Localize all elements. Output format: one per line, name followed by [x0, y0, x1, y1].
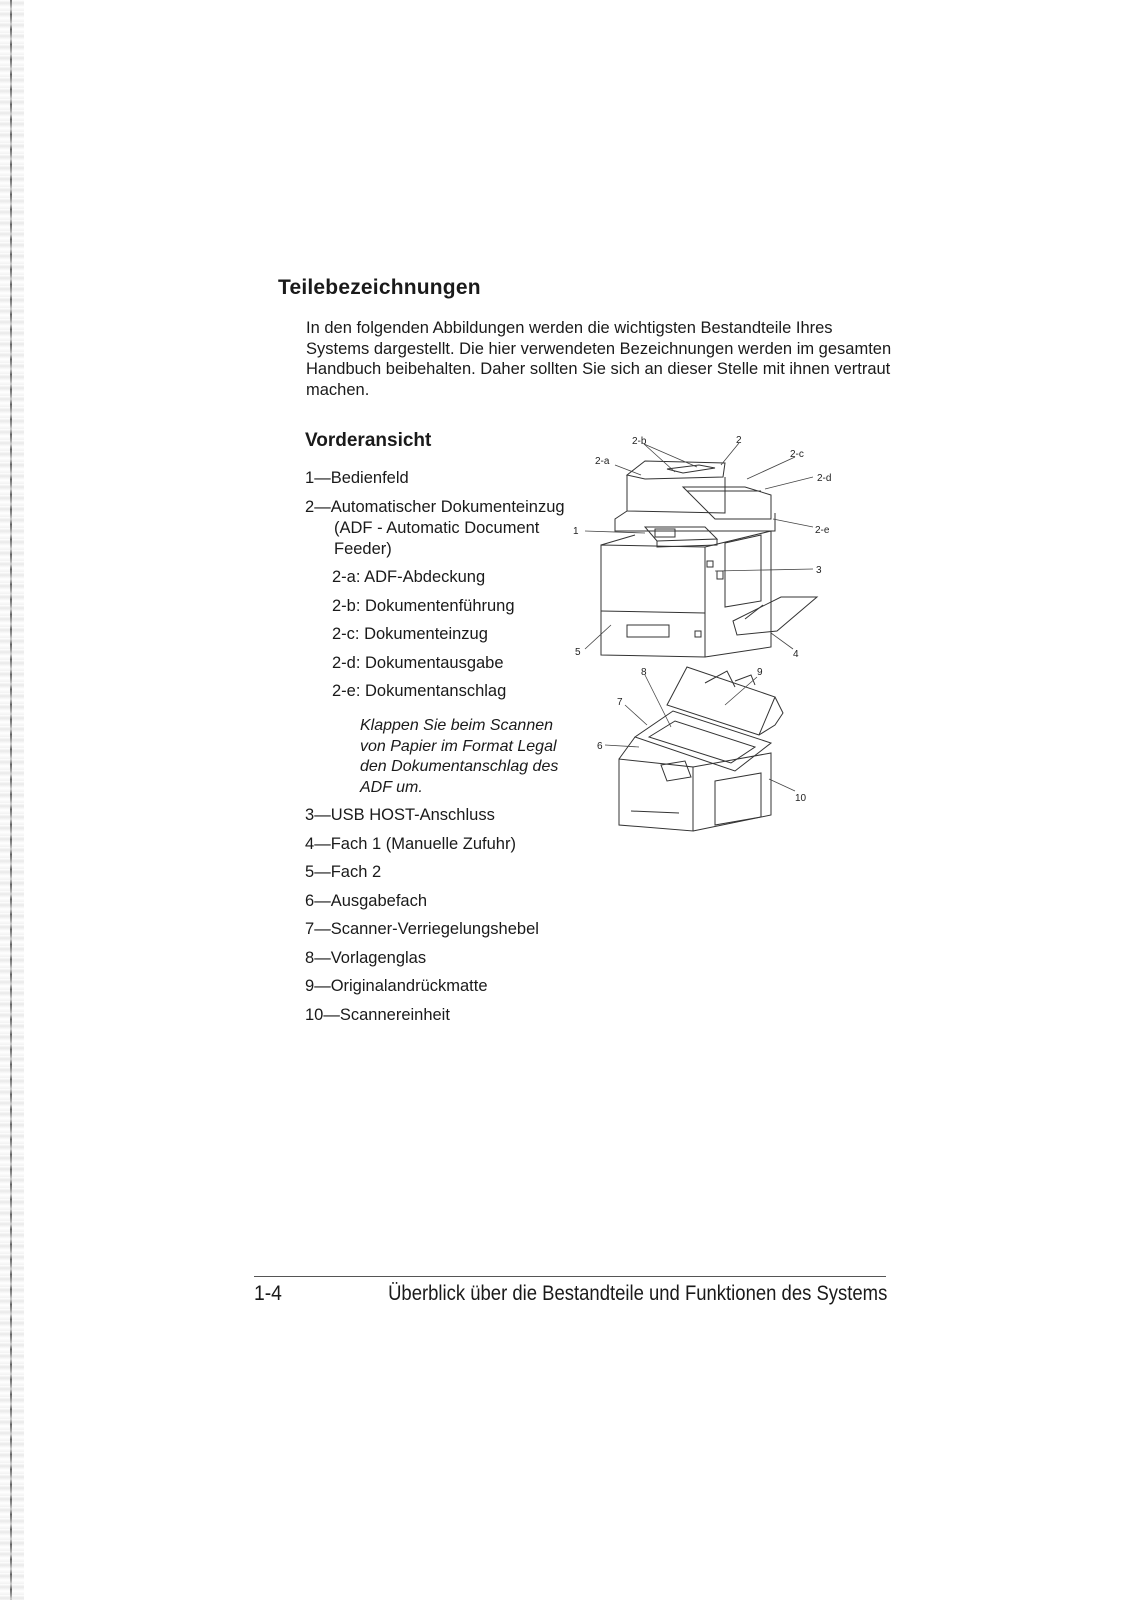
part-label: Scanner-Verriegelungshebel	[330, 920, 539, 938]
page-number: 1-4	[254, 1282, 282, 1305]
callout-1: 1	[573, 526, 579, 537]
callout-8: 8	[641, 667, 647, 678]
part-item: 5—Fach 2	[305, 863, 382, 881]
part-item: 3—USB HOST-Anschluss	[305, 806, 495, 824]
part-number: 10	[305, 1005, 324, 1024]
printer-open-scanner-drawing	[619, 667, 783, 831]
part-number: 5	[305, 863, 315, 881]
part-label: Scannereinheit	[339, 1005, 450, 1024]
subsection-title: Vorderansicht	[305, 430, 432, 451]
part-number: 2	[305, 497, 315, 516]
part-item: 6—Ausgabefach	[305, 891, 428, 910]
callout-10: 10	[795, 793, 807, 804]
callout-9: 9	[757, 667, 763, 678]
callout-2e: 2-e	[815, 525, 830, 536]
part-number: 3	[305, 806, 315, 824]
section-title: Teilebezeichnungen	[278, 276, 481, 299]
part-label: USB HOST-Anschluss	[330, 806, 495, 824]
callout-2a: 2-a	[595, 456, 610, 467]
subpart-item: 2-d: Dokumentausgabe	[332, 653, 504, 672]
printer-illustration	[575, 435, 865, 875]
part-label: Automatischer Dokumenteinzug (ADF - Automatic Document Feeder)	[330, 497, 565, 558]
callout-2c: 2-c	[790, 449, 804, 460]
callout-2: 2	[736, 435, 742, 446]
footer-rule	[254, 1276, 886, 1277]
callout-leader-lines	[585, 443, 813, 791]
part-label: Fach 2	[330, 863, 382, 881]
part-item: 2—Automatischer Dokumenteinzug (ADF - Automatic Document Feeder)	[305, 497, 565, 558]
part-item: 4—Fach 1 (Manuelle Zufuhr)	[305, 834, 516, 853]
part-item: 10—Scannereinheit	[305, 1005, 450, 1024]
callout-7: 7	[617, 697, 623, 708]
printer-front-view-drawing	[601, 461, 817, 657]
part-item: 7—Scanner-Verriegelungshebel	[305, 920, 539, 938]
callout-4: 4	[793, 649, 799, 660]
part-number: 1	[305, 469, 315, 487]
subpart-item: 2-c: Dokumenteinzug	[332, 625, 488, 643]
part-label: Originalandrückmatte	[330, 977, 488, 995]
callout-2d: 2-d	[817, 473, 832, 484]
part-label: Vorlagenglas	[330, 948, 427, 967]
part-label: Bedienfeld	[330, 469, 409, 487]
parts-list	[305, 468, 575, 1033]
footer-title: Überblick über die Bestandteile und Funktionen des Systems	[387, 1282, 887, 1305]
part-label: Ausgabefach	[330, 891, 428, 910]
subpart-item: 2-b: Dokumentenführung	[332, 596, 515, 615]
part-number: 8	[305, 948, 315, 967]
callout-2b: 2-b	[632, 436, 647, 447]
adf-note: Klappen Sie beim Scannen von Papier im Format Legal den Dokumentanschlag des ADF um.	[360, 717, 559, 796]
intro-paragraph: In den folgenden Abbildungen werden die wichtigsten Bestandteile Ihres Systems dargestellt. Die hier verwendeten Bezeichnungen werden im gesamten Handbuch beibehalten. Daher sollten Sie sich an dieser Stelle mit ihnen vertraut machen.	[306, 319, 892, 399]
part-number: 4	[305, 834, 315, 853]
part-label: Fach 1 (Manuelle Zufuhr)	[330, 834, 516, 853]
part-item: 9—Originalandrückmatte	[305, 977, 488, 995]
callout-5: 5	[575, 647, 581, 658]
part-item: 1—Bedienfeld	[305, 469, 409, 487]
part-number: 7	[305, 920, 315, 938]
part-number: 6	[305, 891, 315, 910]
callout-3: 3	[816, 565, 822, 576]
part-number: 9	[305, 977, 315, 995]
callout-labels	[573, 435, 831, 804]
callout-6: 6	[597, 741, 603, 752]
part-item: 8—Vorlagenglas	[305, 948, 427, 967]
scan-binding-edge	[0, 0, 24, 1600]
subpart-item: 2-e: Dokumentanschlag	[332, 682, 507, 700]
subpart-item: 2-a: ADF-Abdeckung	[332, 568, 486, 586]
